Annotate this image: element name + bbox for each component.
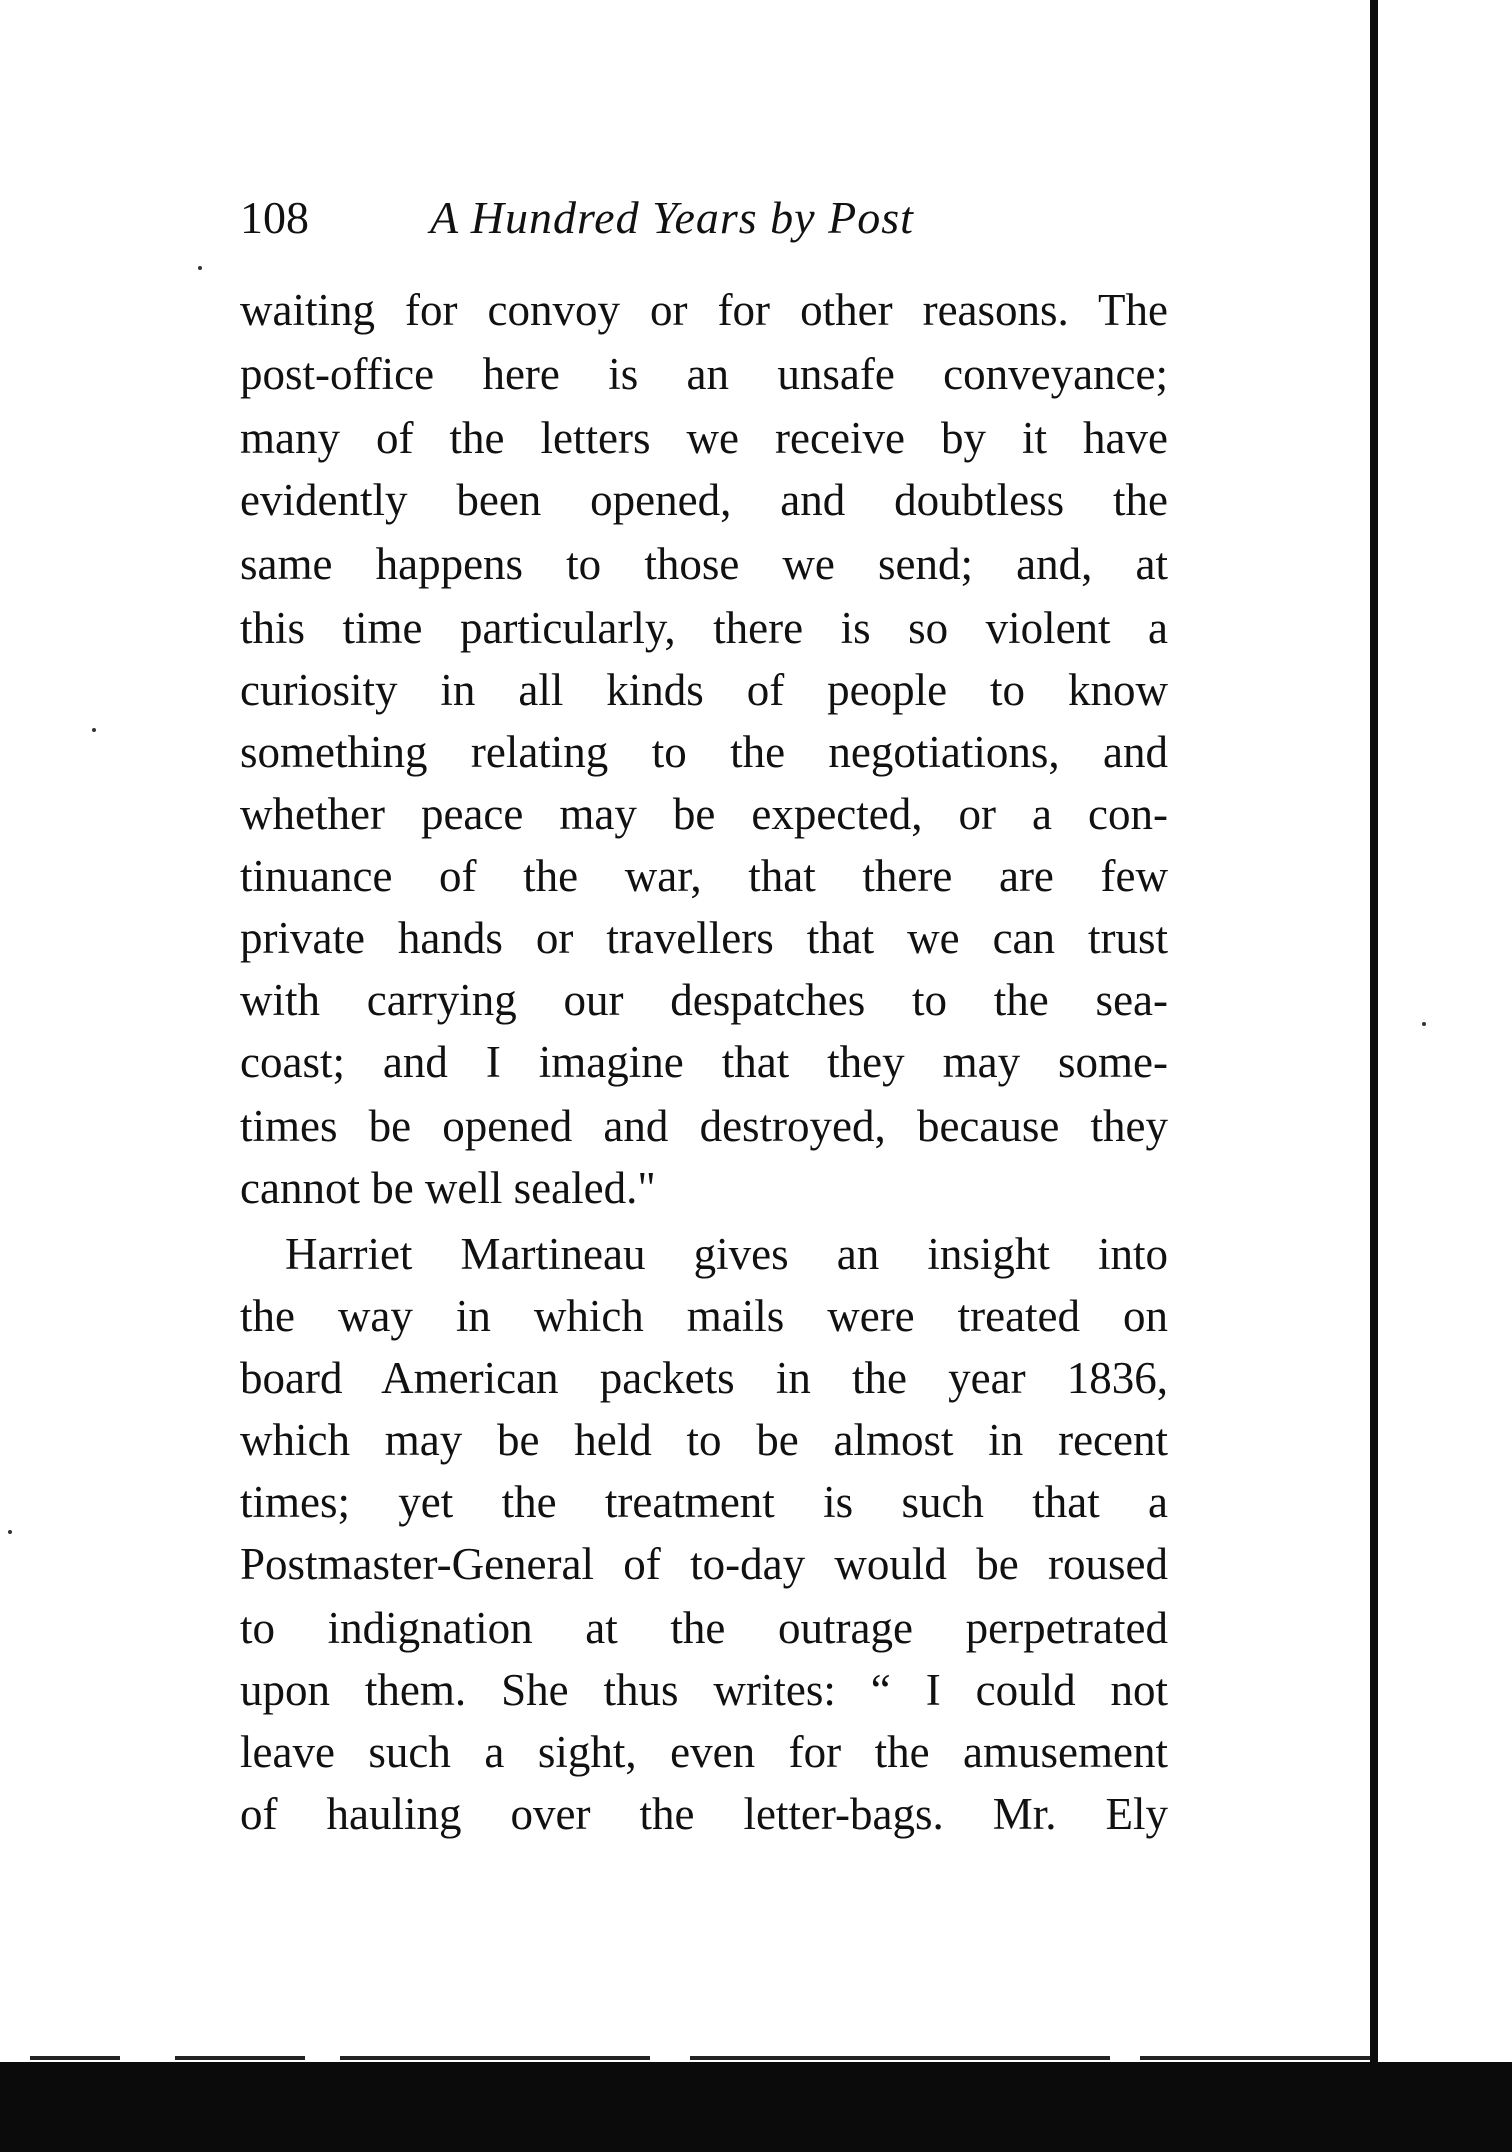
scan-speck	[198, 266, 202, 270]
text-line: curiosity in all kinds of people to know	[240, 665, 1168, 715]
page-edge-shadow	[1370, 0, 1378, 2152]
text-line: coast; and I imagine that they may some-	[240, 1037, 1168, 1087]
text-line: evidently been opened, and doubtless the	[240, 475, 1168, 525]
text-line: waiting for convoy or for other reasons. The	[240, 285, 1168, 335]
scan-bottom-border	[0, 2062, 1512, 2152]
scan-artifact	[340, 2056, 650, 2060]
text-line: private hands or travellers that we can trust	[240, 913, 1168, 963]
page-number: 108	[240, 192, 309, 243]
text-line: leave such a sight, even for the amusement	[240, 1727, 1168, 1777]
scan-artifact	[1140, 2056, 1370, 2060]
text-line: to indignation at the outrage perpetrated	[240, 1603, 1168, 1653]
text-line: cannot be well sealed."	[240, 1163, 656, 1213]
text-line: with carrying our despatches to the sea-	[240, 975, 1168, 1025]
text-line: tinuance of the war, that there are few	[240, 851, 1168, 901]
text-line: post-office here is an unsafe conveyance;	[240, 349, 1168, 399]
scan-artifact	[30, 2056, 120, 2060]
text-line: the way in which mails were treated on	[240, 1291, 1168, 1341]
running-header	[240, 183, 1170, 253]
text-line: same happens to those we send; and, at	[240, 539, 1168, 589]
text-line: whether peace may be expected, or a con-	[240, 789, 1168, 839]
scan-artifact	[690, 2056, 1110, 2060]
text-line: times be opened and destroyed, because they	[240, 1101, 1168, 1151]
scan-speck	[1422, 1022, 1426, 1026]
text-line: this time particularly, there is so violent a	[240, 603, 1168, 653]
text-line: upon them. She thus writes: “ I could not	[240, 1665, 1168, 1715]
text-line: Postmaster-General of to-day would be roused	[240, 1539, 1168, 1589]
text-line: board American packets in the year 1836,	[240, 1353, 1168, 1403]
running-title: A Hundred Years by Post	[430, 192, 914, 243]
text-line: times; yet the treatment is such that a	[240, 1477, 1168, 1527]
text-line: of hauling over the letter-bags. Mr. Ely	[240, 1789, 1168, 1839]
text-line: something relating to the negotiations, and	[240, 727, 1168, 777]
scan-artifact	[175, 2056, 305, 2060]
text-line: many of the letters we receive by it have	[240, 413, 1168, 463]
scan-speck	[92, 728, 96, 732]
scan-speck	[8, 1530, 12, 1534]
text-line: Harriet Martineau gives an insight into	[285, 1229, 1168, 1279]
text-line: which may be held to be almost in recent	[240, 1415, 1168, 1465]
